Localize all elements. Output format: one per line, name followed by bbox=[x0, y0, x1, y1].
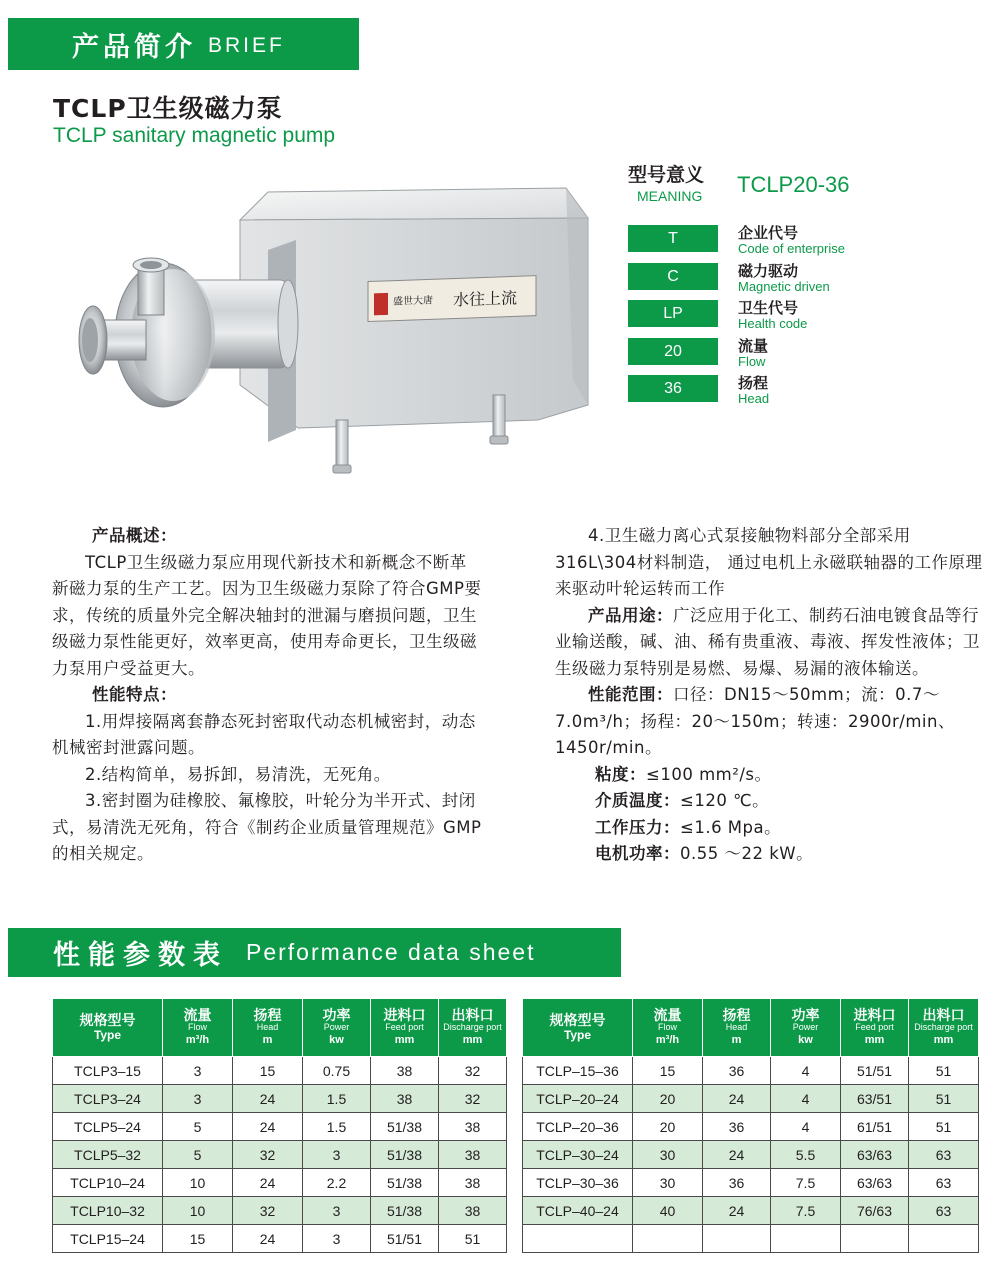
code-label-cn: 磁力驱动 bbox=[738, 262, 799, 280]
value-cell: 24 bbox=[233, 1169, 303, 1197]
motor-power-label: 电机功率： bbox=[595, 844, 680, 863]
value-cell: 24 bbox=[703, 1197, 771, 1225]
column-header-en: Head bbox=[725, 1022, 748, 1032]
column-header bbox=[841, 999, 909, 1057]
range-text: 口径：DN15～50mm；流：0.7～7.0m³/h；扬程：20～150m；转速：2900r/min、1450r/min。 bbox=[555, 685, 955, 757]
meaning-label-en: MEANING bbox=[637, 188, 703, 204]
value-cell: 3 bbox=[303, 1225, 371, 1253]
viscosity-value: ≤100 mm²/s。 bbox=[646, 764, 772, 784]
table-row bbox=[53, 1057, 507, 1085]
model-cell: TCLP–30–36 bbox=[523, 1169, 633, 1197]
column-header-unit: m bbox=[262, 1034, 273, 1046]
product-title-en: TCLP sanitary magnetic pump bbox=[53, 124, 336, 147]
value-cell: 1.5 bbox=[303, 1085, 371, 1113]
model-cell: TCLP5–24 bbox=[53, 1113, 163, 1141]
brief-title-en: BRIEF bbox=[208, 34, 285, 57]
value-cell: 24 bbox=[233, 1225, 303, 1253]
value-cell: 38 bbox=[439, 1141, 507, 1169]
value-cell: 15 bbox=[633, 1057, 703, 1085]
value-cell: 20 bbox=[633, 1085, 703, 1113]
value-cell: 24 bbox=[233, 1085, 303, 1113]
temperature-value: ≤120 ℃。 bbox=[680, 791, 770, 810]
column-header-unit: m³/h bbox=[655, 1034, 680, 1046]
column-header-cn: 出料口 bbox=[451, 1007, 494, 1023]
column-header-en: Flow bbox=[657, 1022, 677, 1032]
performance-table-right bbox=[522, 998, 979, 1253]
feature-item: 1.用焊接隔离套静态死封密取代动态机械密封，动态机械密封泄露问题。 bbox=[52, 711, 476, 757]
column-header bbox=[439, 999, 507, 1057]
column-header-en: Feed port bbox=[385, 1022, 424, 1032]
column-header-en: Type bbox=[563, 1027, 592, 1042]
value-cell: 51/38 bbox=[371, 1141, 439, 1169]
code-box: 36 bbox=[628, 375, 718, 402]
column-header bbox=[909, 999, 979, 1057]
table-row bbox=[523, 1113, 979, 1141]
value-cell bbox=[909, 1225, 979, 1253]
model-cell: TCLP5–32 bbox=[53, 1141, 163, 1169]
product-title-cn: TCLP卫生级磁力泵 bbox=[53, 94, 283, 123]
column-header-cn: 规格型号 bbox=[79, 1011, 136, 1028]
value-cell: 61/51 bbox=[841, 1113, 909, 1141]
model-cell: TCLP–40–24 bbox=[523, 1197, 633, 1225]
table-row bbox=[53, 1169, 507, 1197]
value-cell: 38 bbox=[371, 1085, 439, 1113]
value-cell: 38 bbox=[439, 1169, 507, 1197]
column-header bbox=[633, 999, 703, 1057]
value-cell: 15 bbox=[163, 1225, 233, 1253]
column-header-cn: 出料口 bbox=[922, 1007, 965, 1023]
value-cell: 5 bbox=[163, 1141, 233, 1169]
value-cell: 38 bbox=[439, 1113, 507, 1141]
column-header bbox=[371, 999, 439, 1057]
value-cell: 20 bbox=[633, 1113, 703, 1141]
model-cell: TCLP–30–24 bbox=[523, 1141, 633, 1169]
performance-banner bbox=[8, 928, 621, 977]
value-cell: 24 bbox=[703, 1141, 771, 1169]
value-cell: 51/38 bbox=[371, 1197, 439, 1225]
value-cell: 10 bbox=[163, 1197, 233, 1225]
column-header-en: Power bbox=[792, 1022, 819, 1032]
code-label-cn: 扬程 bbox=[738, 374, 769, 392]
column-header bbox=[523, 999, 633, 1057]
table-row bbox=[523, 1225, 979, 1253]
value-cell: 51/38 bbox=[371, 1113, 439, 1141]
column-header-en: Feed port bbox=[855, 1022, 894, 1032]
pump-illustration bbox=[68, 180, 628, 490]
range-label: 性能范围： bbox=[588, 685, 673, 704]
value-cell: 1.5 bbox=[303, 1113, 371, 1141]
value-cell: 51/51 bbox=[841, 1057, 909, 1085]
column-header-cn: 扬程 bbox=[722, 1007, 751, 1023]
motor-power-value: 0.55 ～22 kW。 bbox=[680, 844, 814, 863]
value-cell: 51 bbox=[909, 1057, 979, 1085]
feature-item: 3.密封圈为硅橡胶、氟橡胶，叶轮分为半开式、封闭式，易清洗无死角，符合《制药企业质量管理规范》GMP的相关规定。 bbox=[52, 791, 482, 863]
model-cell: TCLP10–32 bbox=[53, 1197, 163, 1225]
value-cell: 4 bbox=[771, 1113, 841, 1141]
model-cell: TCLP3–24 bbox=[53, 1085, 163, 1113]
performance-table-left bbox=[52, 998, 507, 1253]
pressure-value: ≤1.6 Mpa。 bbox=[680, 817, 782, 837]
model-cell: TCLP15–24 bbox=[53, 1225, 163, 1253]
value-cell: 38 bbox=[439, 1197, 507, 1225]
value-cell: 63/63 bbox=[841, 1141, 909, 1169]
table-row bbox=[523, 1085, 979, 1113]
value-cell: 51 bbox=[439, 1225, 507, 1253]
column-header-en: Flow bbox=[187, 1022, 207, 1032]
feature-item: 4.卫生磁力离心式泵接触物料部分全部采用316L\304材料制造， 通过电机上永磁联轴器的工作原理来驱动叶轮运转而工作 bbox=[555, 526, 983, 598]
value-cell: 38 bbox=[371, 1057, 439, 1085]
code-label-cn: 卫生代号 bbox=[738, 299, 799, 317]
value-cell: 3 bbox=[163, 1085, 233, 1113]
model-cell: TCLP3–15 bbox=[53, 1057, 163, 1085]
value-cell: 51 bbox=[909, 1085, 979, 1113]
value-cell: 7.5 bbox=[771, 1197, 841, 1225]
meaning-model-number: TCLP20-36 bbox=[737, 172, 850, 197]
header-row bbox=[523, 999, 979, 1057]
temperature-label: 介质温度： bbox=[595, 791, 680, 810]
table-row bbox=[53, 1225, 507, 1253]
value-cell: 32 bbox=[233, 1141, 303, 1169]
features-heading: 性能特点： bbox=[92, 685, 177, 704]
table-row bbox=[53, 1141, 507, 1169]
feature-item: 2.结构简单，易拆卸，易清洗，无死角。 bbox=[85, 764, 391, 784]
overview-heading: 产品概述： bbox=[92, 526, 177, 545]
value-cell: 32 bbox=[439, 1057, 507, 1085]
code-label-en: Code of enterprise bbox=[738, 241, 845, 256]
value-cell bbox=[633, 1225, 703, 1253]
table-row bbox=[523, 1141, 979, 1169]
table-row bbox=[523, 1169, 979, 1197]
code-label-cn: 流量 bbox=[738, 337, 769, 355]
performance-title-cn: 性能参数表 bbox=[53, 940, 228, 971]
code-box: C bbox=[628, 263, 718, 290]
column-header-unit: mm bbox=[933, 1034, 954, 1046]
value-cell bbox=[703, 1225, 771, 1253]
value-cell: 30 bbox=[633, 1169, 703, 1197]
code-box: 20 bbox=[628, 338, 718, 365]
column-header-en: Type bbox=[93, 1027, 122, 1042]
model-cell: TCLP10–24 bbox=[53, 1169, 163, 1197]
value-cell: 51/38 bbox=[371, 1169, 439, 1197]
value-cell: 4 bbox=[771, 1057, 841, 1085]
column-header-en: Discharge port bbox=[443, 1022, 502, 1032]
column-header-cn: 规格型号 bbox=[549, 1011, 606, 1028]
value-cell: 0.75 bbox=[303, 1057, 371, 1085]
column-header-cn: 流量 bbox=[653, 1007, 682, 1023]
table-row bbox=[53, 1085, 507, 1113]
value-cell: 2.2 bbox=[303, 1169, 371, 1197]
column-header bbox=[233, 999, 303, 1057]
value-cell bbox=[841, 1225, 909, 1253]
value-cell: 51/51 bbox=[371, 1225, 439, 1253]
value-cell: 63/63 bbox=[841, 1169, 909, 1197]
value-cell: 63 bbox=[909, 1169, 979, 1197]
value-cell: 5 bbox=[163, 1113, 233, 1141]
column-header bbox=[163, 999, 233, 1057]
column-header-cn: 进料口 bbox=[383, 1007, 426, 1023]
column-header-unit: mm bbox=[394, 1034, 415, 1046]
code-label-en: Flow bbox=[738, 354, 766, 369]
column-header bbox=[303, 999, 371, 1057]
brief-banner bbox=[8, 18, 359, 70]
pump-seal-text: 盛世大唐 bbox=[393, 295, 433, 308]
column-header-cn: 功率 bbox=[791, 1007, 820, 1023]
overview-text: TCLP卫生级磁力泵应用现代新技术和新概念不断革新磁力泵的生产工艺。因为卫生级磁力泵除了符合GMP要求，传统的质量外完全解决轴封的泄漏与磨损问题，卫生级磁力泵性能更好，效率更高，使用寿命更长，卫生级磁力泵用户受益更大。 bbox=[52, 552, 482, 678]
value-cell: 36 bbox=[703, 1057, 771, 1085]
column-header-unit: m bbox=[731, 1034, 742, 1046]
model-cell: TCLP–20–24 bbox=[523, 1085, 633, 1113]
code-label-cn: 企业代号 bbox=[738, 224, 799, 242]
meaning-label-cn: 型号意义 bbox=[628, 164, 705, 186]
code-box: LP bbox=[628, 300, 718, 327]
viscosity-label: 粘度： bbox=[595, 764, 646, 784]
column-header-cn: 扬程 bbox=[253, 1007, 282, 1023]
value-cell: 3 bbox=[163, 1057, 233, 1085]
value-cell: 40 bbox=[633, 1197, 703, 1225]
usage-label: 产品用途： bbox=[588, 605, 673, 625]
value-cell: 7.5 bbox=[771, 1169, 841, 1197]
value-cell: 63/51 bbox=[841, 1085, 909, 1113]
pump-plate-text: 水往上流 bbox=[453, 288, 517, 310]
value-cell: 63 bbox=[909, 1141, 979, 1169]
column-header-unit: mm bbox=[864, 1034, 885, 1046]
table-row bbox=[523, 1057, 979, 1085]
value-cell: 15 bbox=[233, 1057, 303, 1085]
brief-title-cn: 产品简介 bbox=[72, 31, 196, 63]
value-cell: 3 bbox=[303, 1141, 371, 1169]
column-header bbox=[771, 999, 841, 1057]
value-cell: 24 bbox=[233, 1113, 303, 1141]
column-header-unit: kw bbox=[329, 1034, 344, 1046]
value-cell: 36 bbox=[703, 1169, 771, 1197]
model-cell bbox=[523, 1225, 633, 1253]
value-cell: 76/63 bbox=[841, 1197, 909, 1225]
code-label-en: Magnetic driven bbox=[738, 279, 830, 294]
value-cell: 30 bbox=[633, 1141, 703, 1169]
table-row bbox=[53, 1197, 507, 1225]
column-header-en: Power bbox=[323, 1022, 350, 1032]
model-cell: TCLP–15–36 bbox=[523, 1057, 633, 1085]
pressure-label: 工作压力： bbox=[595, 817, 680, 837]
model-cell: TCLP–20–36 bbox=[523, 1113, 633, 1141]
column-header-cn: 进料口 bbox=[853, 1007, 896, 1023]
column-header-unit: mm bbox=[462, 1034, 483, 1046]
value-cell: 4 bbox=[771, 1085, 841, 1113]
code-label-en: Head bbox=[738, 391, 770, 406]
usage-text: 广泛应用于化工、制药石油电镀食品等行业输送酸，碱、油、稀有贵重液、毒液、挥发性液体；卫生级磁力泵特别是易燃、易爆、易漏的液体输送。 bbox=[555, 605, 980, 678]
value-cell: 63 bbox=[909, 1197, 979, 1225]
column-header bbox=[53, 999, 163, 1057]
table-row bbox=[523, 1197, 979, 1225]
header-row bbox=[53, 999, 507, 1057]
value-cell: 32 bbox=[233, 1197, 303, 1225]
column-header-unit: kw bbox=[798, 1034, 813, 1046]
value-cell: 10 bbox=[163, 1169, 233, 1197]
column-header-unit: m³/h bbox=[185, 1034, 210, 1046]
code-box: T bbox=[628, 225, 718, 252]
value-cell: 24 bbox=[703, 1085, 771, 1113]
column-header-en: Head bbox=[256, 1022, 279, 1032]
column-header bbox=[703, 999, 771, 1057]
value-cell: 32 bbox=[439, 1085, 507, 1113]
code-label-en: Health code bbox=[738, 316, 808, 331]
column-header-en: Discharge port bbox=[914, 1022, 973, 1032]
column-header-cn: 流量 bbox=[183, 1007, 212, 1023]
column-header-cn: 功率 bbox=[322, 1007, 351, 1023]
value-cell: 3 bbox=[303, 1197, 371, 1225]
value-cell: 36 bbox=[703, 1113, 771, 1141]
value-cell bbox=[771, 1225, 841, 1253]
table-row bbox=[53, 1113, 507, 1141]
value-cell: 51 bbox=[909, 1113, 979, 1141]
description-left-column bbox=[52, 523, 482, 868]
performance-title-en: Performance data sheet bbox=[246, 939, 536, 965]
value-cell: 5.5 bbox=[771, 1141, 841, 1169]
description-right-column bbox=[555, 523, 991, 868]
